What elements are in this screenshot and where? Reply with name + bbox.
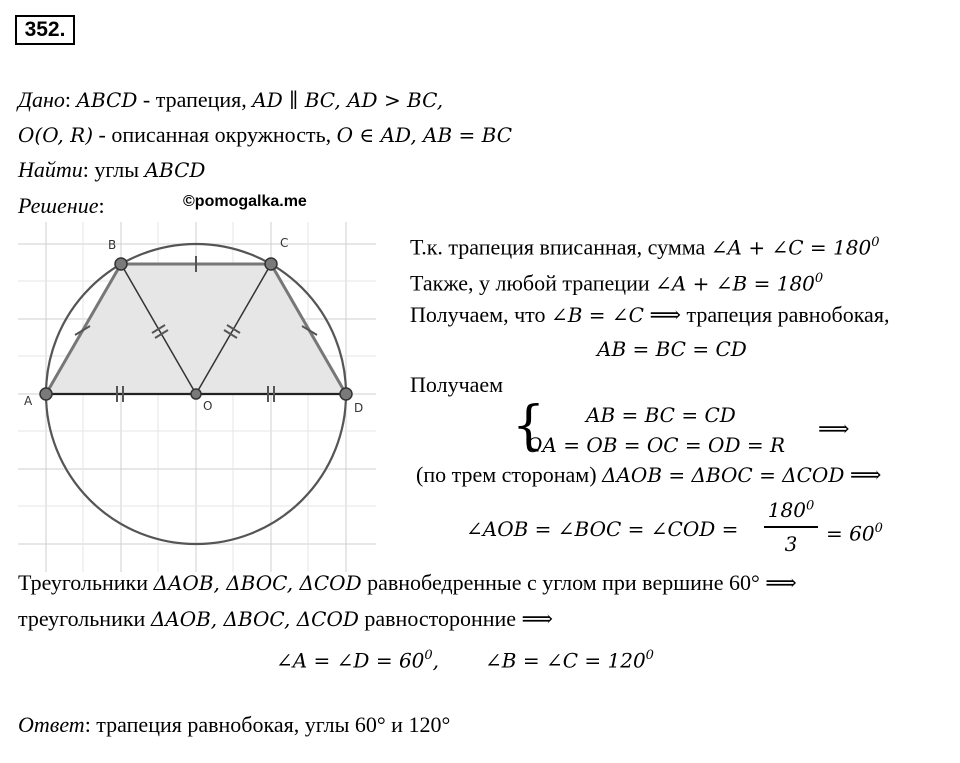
system-implies: ⟹ [818, 416, 850, 441]
given-math-parallel: AD ∥ BC, AD > BC, [252, 88, 444, 112]
trapezoid-fill [46, 264, 346, 394]
fraction-denominator: 3 [784, 532, 798, 556]
given-line-1: Дано: ABCD - трапеция, AD ∥ BC, AD > BC, [18, 87, 444, 112]
answer-label: Ответ [18, 712, 85, 737]
watermark: ©pomogalka.me [183, 193, 307, 210]
system-brace: { [512, 396, 546, 456]
right-line-8-result: = $60^0$ [826, 521, 883, 546]
right-line-2: Также, у любой трапеции ∠A + ∠B = $180^0$ [410, 270, 824, 296]
point-label-c: C [280, 236, 289, 250]
point-label-a: A [24, 394, 33, 408]
point-label-o: O [203, 399, 213, 413]
given-text-1: - трапеция, [137, 87, 253, 112]
fraction-bar [764, 526, 818, 528]
point-label-b: B [108, 238, 117, 252]
right-line-3: Получаем, что ∠B = ∠C ⟹ трапеция равнобокая, [410, 302, 890, 327]
right-line-1: Т.к. трапеция вписанная, сумма ∠A + ∠C = $180^0$ [410, 234, 880, 260]
answer-text: : трапеция равнобокая, углы 60° и 120° [84, 712, 451, 737]
conclusion-line-3: ∠A = ∠D = $60^0$, ∠B = ∠C = $120^0$ [276, 648, 654, 673]
point-label-d: D [354, 401, 364, 415]
right-line-8: ∠AOB = ∠BOC = ∠COD = [466, 517, 739, 541]
find-line [18, 157, 205, 183]
trapezoid-figure [18, 222, 376, 572]
given-text-2: - описанная окружность, [93, 122, 337, 147]
given-line-2 [18, 122, 512, 148]
given-label: Дано [18, 87, 65, 112]
system-row-1: AB = BC = CD [586, 403, 736, 427]
fraction-numerator: $180^0$ [767, 498, 815, 522]
right-line-7: (по трем сторонам) ΔAOB = ΔBOC = ΔCOD ⟹ [416, 462, 882, 487]
given-math-abcd: ABCD [76, 88, 138, 112]
find-math: ABCD [144, 158, 206, 182]
solution-label: Решение [18, 193, 99, 218]
conclusion-line-2: треугольники ΔAOB, ΔBOC, ΔCOD равносторонние ⟹ [18, 606, 554, 631]
right-line-4: AB = BC = CD [597, 337, 747, 361]
right-line-5: Получаем [410, 372, 504, 397]
problem-number: 352. [15, 15, 75, 45]
solution-label-line: Решение: [18, 193, 105, 218]
system-row-2: OA = OB = OC = OD = R [526, 433, 786, 457]
find-text: : углы [82, 157, 145, 182]
find-label: Найти [18, 157, 83, 182]
answer-line [18, 712, 450, 738]
given-math-o-in-ad: O ∈ AD, AB = BC [336, 123, 513, 147]
conclusion-line-1: Треугольники ΔAOB, ΔBOC, ΔCOD равнобедренные с углом при вершине 60° ⟹ [18, 570, 797, 595]
given-math-circle: O(O, R) [18, 123, 93, 147]
